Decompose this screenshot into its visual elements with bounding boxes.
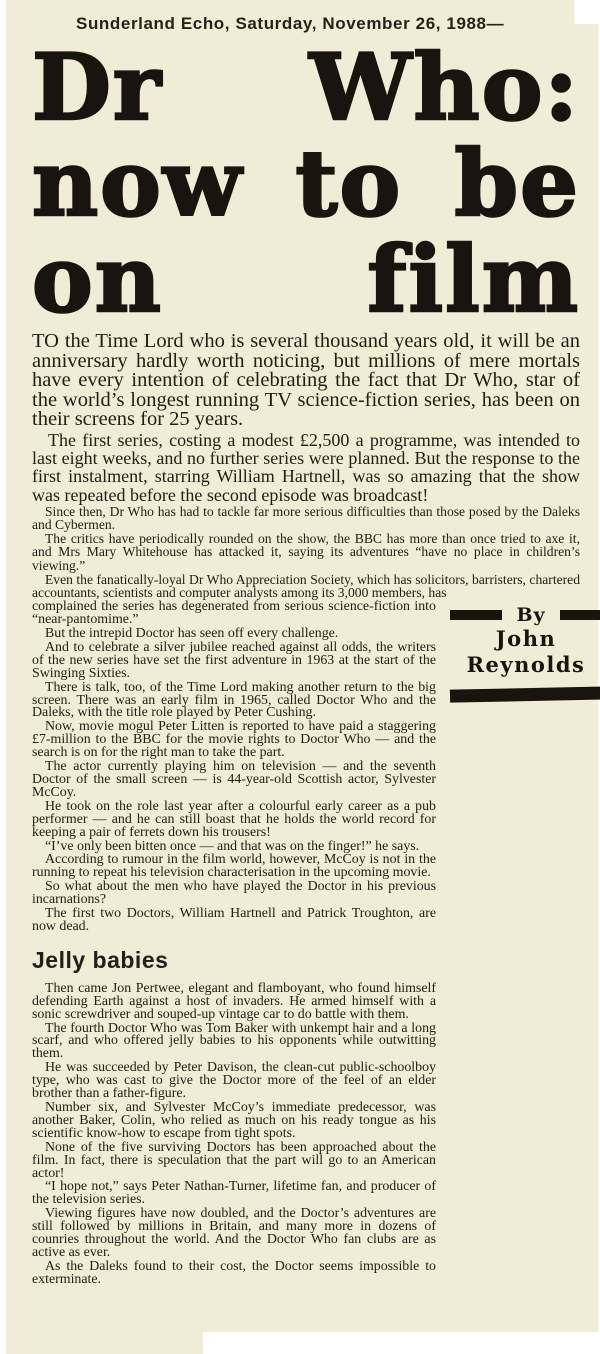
headline-line-3: on film [32, 232, 580, 328]
paragraph: Since then, Dr Who has had to tackle far more serious difficulties than those posed by the Daleks and Cybermen. [32, 503, 580, 532]
narrow-section [32, 599, 586, 1287]
paragraph: There is talk, too, of the Time Lord making another return to the big screen. There was an early film in 1965, called Doctor Who and the Daleks, with the title role played by Peter Cushing. [32, 679, 436, 721]
paragraph: The first two Doctors, William Hartnell and Patrick Troughton, are now dead. [32, 906, 436, 934]
paragraph: According to rumour in the film world, however, McCoy is not in the running to repeat his television characterisation in the upcoming movie. [32, 852, 436, 881]
subhead-jelly-babies: Jelly babies [32, 946, 169, 973]
side-column [450, 600, 600, 701]
paragraph: complained the series has degenerated from serious science-fiction into “near-pantomime.” [32, 599, 436, 628]
paragraph: As the Daleks found to their cost, the Doctor seems impossible to exterminate. [32, 1258, 436, 1287]
paragraph: But the intrepid Doctor has seen off every challenge. [45, 626, 339, 642]
paragraph: So what about the men who have played the Doctor in his previous incarnations? [32, 879, 436, 908]
byline-rule-right [560, 610, 600, 620]
paragraph: Number six, and Sylvester McCoy’s immediate predecessor, was another Baker, Colin, who relied as much on his ready tongue as his scientific know-how to escape from tight spots. [32, 1100, 436, 1141]
byline-rule-bottom [450, 687, 600, 703]
article-body [32, 330, 586, 1287]
byline-rule-left [450, 610, 502, 620]
paragraph: And to celebrate a silver jubilee reached against all odds, the writers of the new series have set the first adventure in 1963 at the start of the Swinging Sixties. [32, 639, 436, 681]
newspaper-page [6, 0, 598, 1354]
paragraph: Now, movie mogul Peter Litten is reported to have paid a staggering £7-million to the BBC for the movie rights to Doctor Who — and the search is on for the right man to take the part. [32, 719, 436, 761]
paragraph: Viewing figures have now doubled, and the Doctor’s adventures are still followed by millions in Britain, and many more in dozens of counries throughout the world. And the Doctor Who fan clubs are as active as ever. [32, 1206, 436, 1260]
byline-first-name: John [495, 626, 557, 652]
headline [32, 40, 580, 328]
scan-edge-top-right [574, 0, 600, 24]
paragraph: “I’ve only been bitten once — and that was on the finger!” he says. [45, 838, 420, 854]
paragraph: He was succeeded by Peter Davison, the clean-cut public-schoolboy type, who was cast to give the Doctor more of the feel of an elder brother than a father-figure. [32, 1060, 436, 1102]
paragraph: None of the five surviving Doctors has been approached about the film. In fact, there is speculation that the part will go to an American actor! [32, 1139, 436, 1181]
intro-paragraph: The first series, costing a modest £2,500 a programme, was intended to last eight weeks, and no further series were planned. But the response to the first instalment, starring William Hartnell, was so amazing that the show was repeated before the second episode was broadcast! [32, 429, 580, 505]
main-column [32, 600, 436, 1287]
paragraph: The fourth Doctor Who was Tom Baker with unkempt hair and a long scarf, and who offered jelly babies to his opponents while outwitting them. [32, 1020, 436, 1062]
byline-box [450, 604, 600, 701]
paragraph: The actor currently playing him on television — and the seventh Doctor of the small screen — is 44-year-old Scottish actor, Sylvester McCoy. [32, 759, 436, 800]
paragraph: He took on the role last year after a colourful early career as a pub performer — and he can still boast that he holds the world record for keeping a pair of ferrets down his trousers! [32, 798, 436, 840]
dateline: Sunderland Echo, Saturday, November 26, 1988— [76, 14, 505, 33]
byline-by-label: By [516, 604, 546, 627]
headline-line-1: Dr Who: [32, 40, 580, 136]
paragraph: The critics have periodically rounded on the show, the BBC has more than once tried to axe it, and Mrs Mary Whitehouse has attacked it, saying its adventures “have no place in children’s viewing.” [32, 531, 580, 573]
paragraph: Then came Jon Pertwee, elegant and flamboyant, who found himself defending Earth against a host of invaders. He armed himself with a sonic screwdriver and souped-up vintage car to do battle with them. [32, 980, 436, 1022]
byline-top-row [450, 604, 600, 626]
lead-paragraph: TO the Time Lord who is several thousand years old, it will be an anniversary hardly worth noticing, but millions of mere mortals have every intention of celebrating the fact that Dr Who, star of the world’s longest running TV science-fiction series, has been on their screens for 25 years. [32, 330, 580, 431]
byline-last-name: Reynolds [466, 652, 586, 678]
scan-edge-bottom-right [203, 1332, 600, 1354]
paragraph: Even the fanatically-loyal Dr Who Appreciation Society, which has solicitors, barristers, chartered accountants, scientists and computer analysts among its 3,000 members, has [32, 571, 580, 600]
headline-line-2: now to be [32, 136, 580, 232]
paragraph: “I hope not,” says Peter Nathan-Turner, lifetime fan, and producer of the television series. [32, 1179, 436, 1208]
